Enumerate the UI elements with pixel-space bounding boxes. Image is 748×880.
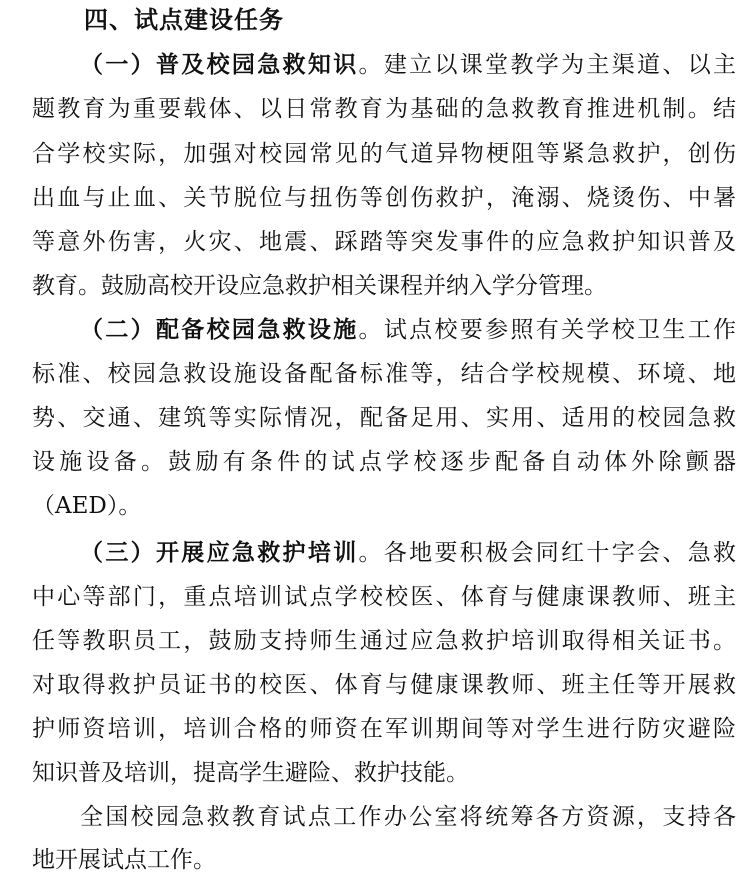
- paragraph-1-line-1: [80, 47, 736, 83]
- paragraph-2-line-3: 势、交通、建筑等实际情况，配备足用、实用、适用的校园急救: [32, 405, 736, 431]
- paragraph-1-line-4: 出血与止血、关节脱位与扭伤等创伤救护，淹溺、烧烫伤、中暑: [32, 185, 736, 211]
- paragraph-2-line-4: 设施设备。鼓励有条件的试点学校逐步配备自动体外除颤器: [32, 449, 736, 475]
- paragraph-4-line-2: 地开展试点工作。: [32, 847, 216, 873]
- paragraph-1-line-3: 合学校实际，加强对校园常见的气道异物梗阻等紧急救护，创伤: [32, 141, 736, 167]
- paragraph-3-line-4: 对取得救护员证书的校医、体育与健康课教师、班主任等开展救: [32, 672, 736, 698]
- paragraph-3-line-3: 任等教职员工，鼓励支持师生通过应急救护培训取得相关证书。: [32, 628, 736, 654]
- paragraph-2-text: 。试点校要参照有关学校卫生工作: [358, 317, 737, 343]
- paragraph-1-line-5: 等意外伤害，火灾、地震、踩踏等突发事件的应急救护知识普及: [32, 229, 736, 255]
- paragraph-1-title: （一）普及校园急救知识: [80, 52, 359, 78]
- paragraph-4-line-1: 全国校园急救教育试点工作办公室将统筹各方资源，支持各: [80, 804, 736, 830]
- paragraph-3-line-2: 中心等部门，重点培训试点学校校医、体育与健康课教师、班主: [32, 584, 736, 610]
- paragraph-3-line-5: 护师资培训，培训合格的师资在军训期间等对学生进行防灾避险: [32, 716, 736, 742]
- paragraph-3-text: 。各地要积极会同红十字会、急救: [358, 540, 737, 566]
- section-heading: 四、试点建设任务: [84, 6, 284, 34]
- paragraph-2-line-2: 标准、校园急救设施设备配备标准等，结合学校规模、环境、地: [32, 361, 736, 387]
- paragraph-3-title: （三）开展应急救护培训: [80, 540, 359, 566]
- paragraph-2-line-1: [80, 312, 736, 348]
- paragraph-1-line-2: 题教育为重要载体、以日常教育为基础的急救教育推进机制。结: [32, 96, 736, 122]
- paragraph-3-line-1: [80, 535, 736, 571]
- paragraph-2-line-5: （AED）。: [32, 493, 142, 519]
- paragraph-1-text: 。建立以课堂教学为主渠道、以主: [358, 52, 737, 78]
- paragraph-1-line-6: 教育。鼓励高校开设应急救护相关课程并纳入学分管理。: [32, 273, 607, 299]
- paragraph-3-line-6: 知识普及培训，提高学生避险、救护技能。: [32, 760, 469, 786]
- paragraph-2-title: （二）配备校园急救设施: [80, 317, 359, 343]
